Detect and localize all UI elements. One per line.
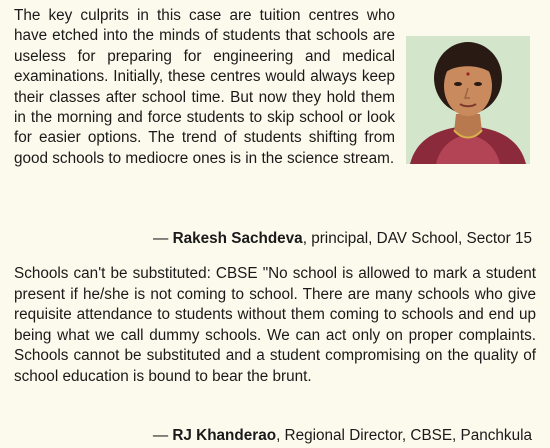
portrait-photo (406, 36, 530, 164)
attribution-title: , Regional Director, CBSE, Panchkula (276, 427, 532, 444)
portrait-image (406, 36, 530, 164)
attribution-title: , principal, DAV School, Sector 15 (302, 230, 532, 247)
attribution-dash: — (153, 230, 173, 247)
attribution-dash: — (152, 427, 173, 444)
quote-paragraph-1: The key culprits in this case are tuition centres who have etched into the minds of students that schools are useless for preparing for engineering and medical examinations. Initially, these centres would always keep their classes after school time. But now they hold them in the morning and force students to skip school or look for easier options. The trend of students shifting from good schools to mediocre ones is in the science stream. (14, 7, 395, 167)
attribution-name: Rakesh Sachdeva (172, 230, 303, 247)
attribution-name: RJ Khanderao (172, 427, 277, 444)
attribution-1 (153, 229, 532, 249)
attribution-2 (153, 426, 532, 446)
quote-paragraph-2: Schools can't be substituted: CBSE "No school is allowed to mark a student present if he/she is not coming to school. There are many schools who give requisite attendance to students without them coming to schools and end up being what we call dummy schools. We can act only on proper complaints. Schools cannot be substituted and a student compromising on the quality of school education is bound to bear the brunt. (14, 265, 536, 385)
